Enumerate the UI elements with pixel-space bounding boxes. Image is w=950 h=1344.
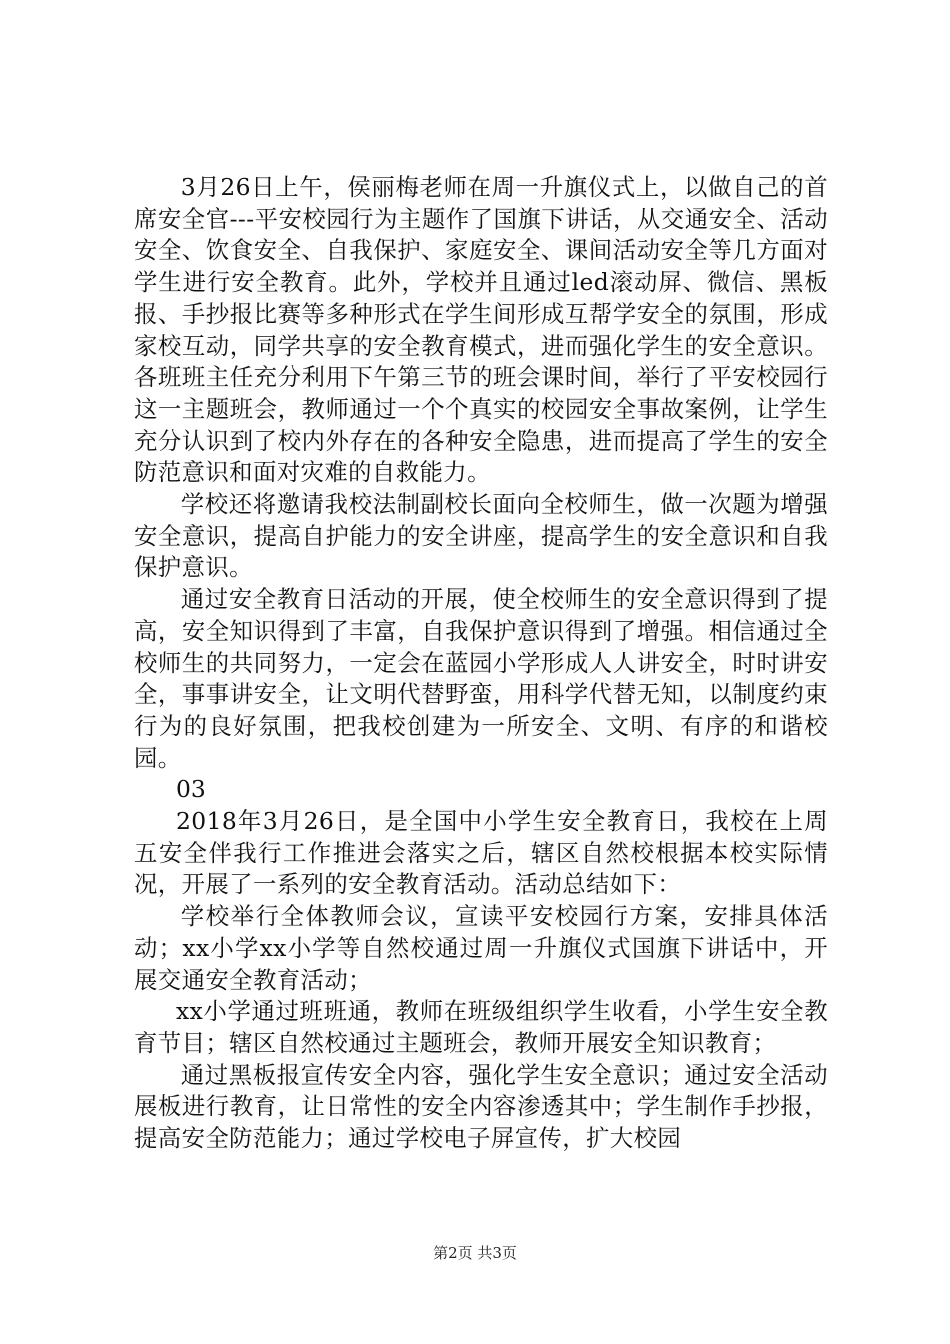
page-footer: 第2页 共3页 <box>433 1244 517 1262</box>
paragraph-morning-flag-ceremony: 3月26日上午，侯丽梅老师在周一升旗仪式上，以做自己的首席安全官---平安校园行为主题作了国旗下讲话，从交通安全、活动安全、饮食安全、自我保护、家庭安全、课间活动安全等几方面对学生进行安全教育。此外，学校并且通过led滚动屏、微信、黑板报、手抄报比赛等多种形式在学生间形成互帮学安全的氛围，形成家校互动，同学共享的安全教育模式，进而强化学生的安全意识。各班班主任充分利用下午第三节的班会课时间，举行了平安校园行这一主题班会，教师通过一个个真实的校园安全事故案例，让学生充分认识到了校内外存在的各种安全隐患，进而提高了学生的安全防范意识和面对灾难的自救能力。 <box>134 173 828 487</box>
paragraph-teacher-meeting: 学校举行全体教师会议，宣读平安校园行方案，安排具体活动；xx小学xx小学等自然校通过周一升旗仪式国旗下讲话中，开展交通安全教育活动； <box>134 902 828 994</box>
section-number: 03 <box>176 775 206 804</box>
paragraph-blackboard-publicity: 通过黑板报宣传安全内容，强化学生安全意识；通过安全活动展板进行教育，让日常性的安全内容渗透其中；学生制作手抄报，提高安全防范能力；通过学校电子屏宣传，扩大校园 <box>134 1060 828 1153</box>
paragraph-activity-results: 通过安全教育日活动的开展，使全校师生的安全意识得到了提高，安全知识得到了丰富，自我保护意识得到了增强。相信通过全校师生的共同努力，一定会在蓝园小学形成人人讲安全，时时讲安全，事事讲安全，让文明代替野蛮，用科学代替无知，以制度约束行为的良好氛围，把我校创建为一所安全、文明、有序的和谐校园。 <box>134 585 828 772</box>
paragraph-education-day: 2018年3月26日，是全国中小学生安全教育日，我校在上周五安全伴我行工作推进会落实之后，辖区自然校根据本校实际情况，开展了一系列的安全教育活动。活动总结如下： <box>134 807 828 899</box>
paragraph-safety-lecture: 学校还将邀请我校法制副校长面向全校师生，做一次题为增强安全意识，提高自护能力的安全讲座，提高学生的安全意识和自我保护意识。 <box>134 490 828 582</box>
document-body <box>134 172 828 1155</box>
paragraph-class-broadcast: xx小学通过班班通，教师在班级组织学生收看，小学生安全教育节目；辖区自然校通过主题班会，教师开展安全知识教育； <box>134 997 828 1057</box>
